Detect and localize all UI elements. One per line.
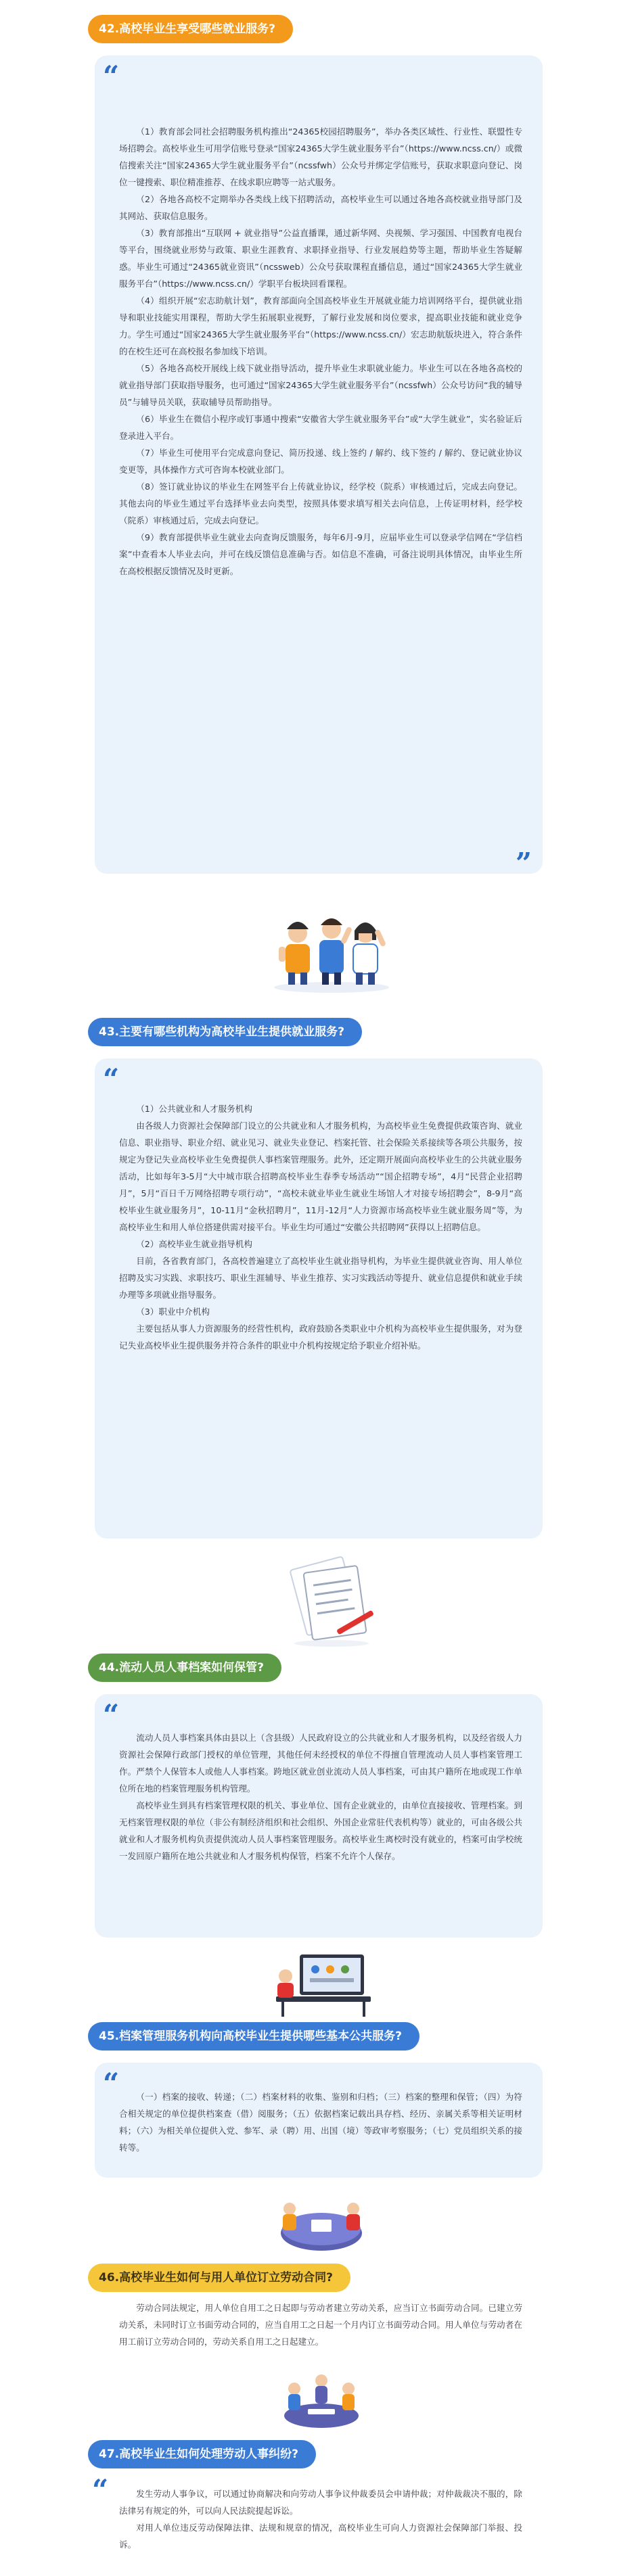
q42-paragraph: （8）签订就业协议的毕业生在网签平台上传就业协议，经学校（院系）审核通过后，完成去向登记。其他去向的毕业生通过平台选择毕业去向类型，按照具体要求填写相关去向信息，上传证明材料，经学校（院系）审核通过后，完成去向登记。 — [119, 482, 522, 525]
q42-paragraph: （9）教育部提供毕业生就业去向查询反馈服务，每年6月-9月，应届毕业生可以登录学信网在“学信档案”中查看本人毕业去向，并可在线反馈信息准确与否。如信息不准确，可备注说明具体情况，由毕业生所在高校根据反馈情况及时更新。 — [119, 532, 522, 576]
q43-title: 43.主要有哪些机构为高校毕业生提供就业服务? — [88, 1018, 362, 1046]
q44-text — [119, 1729, 522, 1865]
q43-paragraph: （3）职业中介机构 — [136, 1307, 210, 1317]
student-right — [353, 922, 386, 985]
q44-paragraph: 高校毕业生到具有档案管理权限的机关、事业单位、国有企业就业的，由单位直接接收、管理档案。到无档案管理权限的单位（非公有制经济组织和社会组织、外国企业常驻代表机构等）就业的，可由各级公共就业和人才服务机构负责提供流动人员人事档案管理服务。高校毕业生离校时没有就业的，档案可由学校统一发回原户籍所在地公共就业和人才服务机构保管，档案不允许个人保存。 — [119, 1800, 522, 1861]
q42-paragraph: （5）各地各高校开展线上线下就业指导活动，提升毕业生求职就业能力。毕业生可以在各地各高校的就业指导部门获取指导服务，也可通过“国家24365大学生就业服务平台”（ncssfwh）公众号访问“我的辅导员”与辅导员关联，获取辅导员帮助指导。 — [119, 363, 522, 407]
q42-paragraph: （6）毕业生在微信小程序或钉事通中搜索“安徽省大学生就业服务平台”或“大学生就业”，实名验证后登录进入平台。 — [119, 414, 522, 441]
open-quote-icon: “ — [103, 2067, 120, 2100]
q47-card — [92, 2472, 543, 2573]
q43-paragraph: 由各级人力资源社会保障部门设立的公共就业和人才服务机构，为高校毕业生免费提供政策咨询、就业信息、职业指导、职业介绍、就业见习、就业失业登记、档案托管、社会保险关系接续等各项公共服务，按规定为登记失业高校毕业生免费提供人事档案管理服务。此外，还定期开展面向高校毕业生的公共就业服务活动，比如每年3-5月“大中城市联合招聘高校毕业生春季专场活动”“国企招聘专场”，4月“民营企业招聘月”，5月“百日千万网络招聘专项行动”，“高校未就业毕业生就业生场馆人才对接专场招聘会”，8-9月“高校毕业生就业服务月”，10-11月“金秋招聘月”，11月-12月“人力资源市场高校毕业生就业服务周”等，为高校毕业生和用人单位搭建供需对接平台。毕业生均可通过“安徽公共招聘网”获得以上招聘信息。 — [119, 1121, 522, 1232]
q45-text — [119, 2088, 522, 2156]
q45-paragraph: （一）档案的接收、转递；（二）档案材料的收集、鉴别和归档；（三）档案的整理和保管；（四）为符合相关规定的单位提供档案查（借）阅服务；（五）依据档案记载出具存档、经历、亲属关系等相关证明材料；（六）为相关单位提供入党、参军、录（聘）用、出国（境）等政审考察服务；（七）党员组织关系的接转等。 — [119, 2092, 522, 2153]
q42-paragraph: （1）教育部会同社会招聘服务机构推出“24365校园招聘服务”，举办各类区域性、行业性、联盟性专场招聘会。高校毕业生可用学信账号登录“国家24365大学生就业服务平台”（https://www.ncss.cn/）或微信搜索关注“国家24365大学生就业服务平台”（ncssfwh）公众号并绑定学信账号，获取求职意向登记、岗位一键搜索、职位精准推荐、在线求职应聘等一站式服务。 — [119, 126, 522, 187]
q43-paragraph: 主要包括从事人力资源服务的经营性机构，政府鼓励各类职业中介机构为高校毕业生提供服务，对为登记失业高校毕业生提供服务并符合条件的职业中介机构按规定给予职业介绍补贴。 — [119, 1324, 522, 1351]
q45-card — [95, 2063, 543, 2178]
q42-card — [95, 55, 543, 880]
q42-paragraph: （4）组织开展“宏志助航计划”，教育部面向全国高校毕业生开展就业能力培训网络平台，提供就业指导和职业技能实用课程，帮助大学生拓展职业视野，了解行业发展和岗位要求，提高职业技能和就业竞争力。学生可通过“国家24365大学生就业服务平台”（https://www.ncss.cn/）宏志助航版块进入，符合条件的在校生还可在高校报名参加线下培训。 — [119, 296, 522, 356]
q43-paragraph: （2）高校毕业生就业指导机构 — [136, 1239, 252, 1249]
q44-title: 44.流动人员人事档案如何保管? — [88, 1654, 281, 1682]
q42-title: 42.高校毕业生享受哪些就业服务? — [88, 15, 293, 43]
q46-paragraph: 劳动合同法规定，用人单位自用工之日起即与劳动者建立劳动关系，应当订立书面劳动合同。已建立劳动关系，未同时订立书面劳动合同的，应当自用工之日起一个月内订立书面劳动合同。用人单位与劳动者在用工前订立劳动合同的，劳动关系自用工之日起建立。 — [119, 2303, 522, 2347]
q47-paragraph: 发生劳动人事争议，可以通过协商解决和向劳动人事争议仲裁委员会申请仲裁；对仲裁裁决不服的，除法律另有规定的外，可以向人民法院提起诉讼。 — [119, 2489, 522, 2516]
group-illustration-icon — [274, 2362, 369, 2436]
q44-paragraph: 流动人员人事档案具体由县以上（含县级）人民政府设立的公共就业和人才服务机构，以及经省级人力资源社会保障行政部门授权的单位管理，其他任何未经授权的单位不得擅自管理流动人员人事档案管理工作。严禁个人保管本人或他人人事档案。跨地区就业创业流动人员人事档案，可由其户籍所在地或现工作单位所在地的档案管理服务机构管理。 — [119, 1733, 522, 1794]
q47-paragraph: 对用人单位违反劳动保障法律、法规和规章的情况，高校毕业生可向人力资源社会保障部门举报、投诉。 — [119, 2523, 522, 2550]
q47-title: 47.高校毕业生如何处理劳动人事纠纷? — [88, 2440, 316, 2468]
office-illustration-icon — [263, 1948, 378, 2022]
student-left — [279, 922, 310, 985]
q42-paragraph: （2）各地各高校不定期举办各类线上线下招聘活动，高校毕业生可以通过各地各高校就业指导部门及其网站、获取信息服务。 — [119, 194, 522, 221]
meeting-illustration-icon — [271, 2179, 372, 2260]
q46-title: 46.高校毕业生如何与用人单位订立劳动合同? — [88, 2264, 350, 2292]
student-middle — [319, 918, 353, 985]
q46-text — [119, 2299, 522, 2350]
graduates-illustration-icon — [264, 906, 399, 994]
q42-text — [119, 123, 522, 580]
q43-text — [119, 1100, 522, 1354]
open-quote-icon: “ — [103, 1698, 120, 1731]
open-quote-icon: “ — [103, 1062, 120, 1096]
q46-card — [95, 2299, 543, 2357]
open-quote-icon: “ — [92, 2473, 109, 2506]
q42-paragraph: （3）教育部推出“互联网 + 就业指导”公益直播课，通过新华网、央视频、学习强国、中国教育电视台等平台，围绕就业形势与政策、职业生涯教育、求职择业指导、行业发展趋势等主题，帮助毕业生答疑解惑。毕业生可通过“24365就业资讯”（ncssweb）公众号获取课程直播信息，通过“国家24365大学生就业服务平台”（https://www.ncss.cn/）学职平台板块回看课程。 — [119, 228, 522, 289]
q43-paragraph: 目前，各省教育部门，各高校普遍建立了高校毕业生就业指导机构，为毕业生提供就业咨询、用人单位招聘及实习实践、求职技巧、职业生涯辅导、毕业生推荐、实习实践活动等提升、就业信息提供和就业手续办理等多项就业指导服务。 — [119, 1256, 522, 1300]
open-quote-icon: “ — [103, 60, 120, 93]
close-quote-icon: ” — [515, 847, 532, 880]
q43-card — [95, 1058, 543, 1539]
q45-title: 45.档案管理服务机构向高校毕业生提供哪些基本公共服务? — [88, 2022, 419, 2051]
documents-illustration-icon — [281, 1549, 382, 1650]
q47-text — [119, 2485, 522, 2553]
q44-card — [95, 1694, 543, 1938]
q43-paragraph: （1）公共就业和人才服务机构 — [136, 1104, 252, 1114]
q42-paragraph: （7）毕业生可使用平台完成意向登记、简历投递、线上签约 / 解约、线下签约 / 解约、登记就业协议变更等，具体操作方式可咨询本校就业部门。 — [119, 448, 522, 475]
